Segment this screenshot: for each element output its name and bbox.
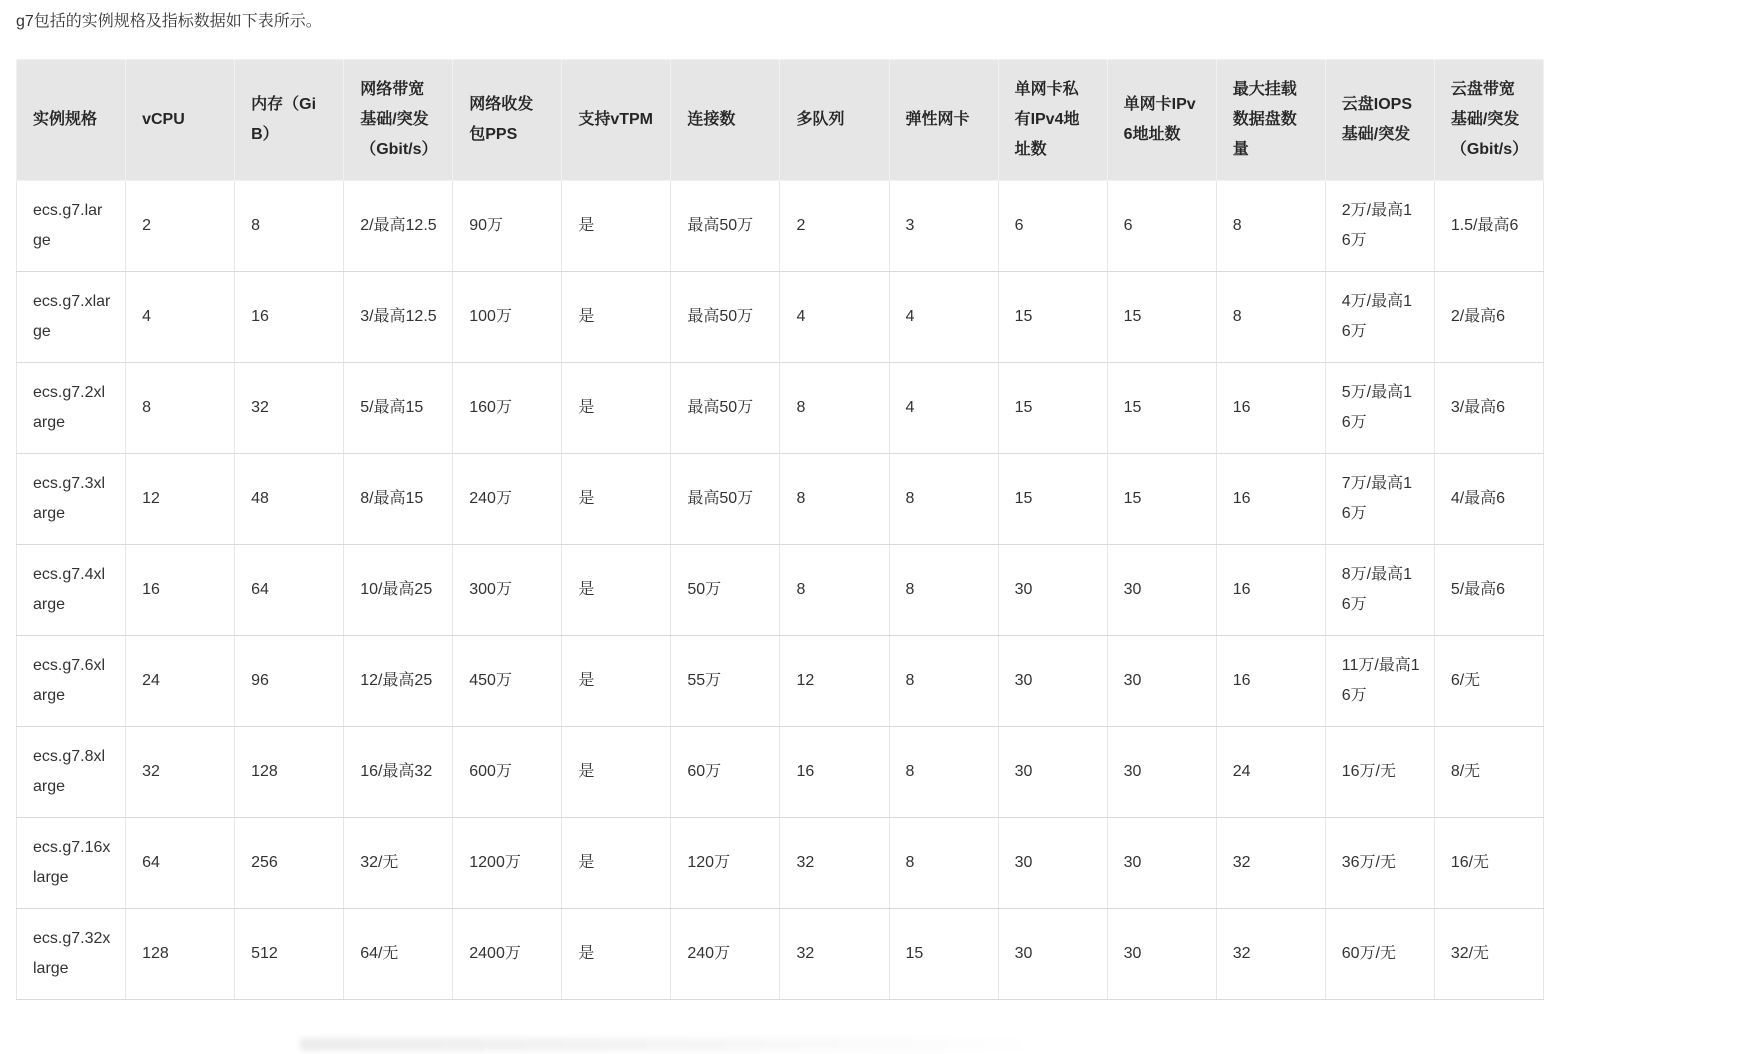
table-cell: 16/最高32 — [344, 727, 453, 818]
column-header: 网络收发包PPS — [453, 60, 562, 181]
table-cell: 64/无 — [344, 909, 453, 1000]
table-cell: 128 — [235, 727, 344, 818]
table-cell: 8/无 — [1434, 727, 1543, 818]
table-cell: 160万 — [453, 363, 562, 454]
table-cell: 4 — [889, 363, 998, 454]
table-row — [17, 181, 1544, 272]
table-cell: 30 — [998, 636, 1107, 727]
column-header: 实例规格 — [17, 60, 126, 181]
table-cell: 32 — [1216, 909, 1325, 1000]
table-cell: 是 — [562, 181, 671, 272]
table-cell: 8 — [889, 636, 998, 727]
table-cell: 30 — [998, 818, 1107, 909]
table-cell: 8 — [889, 454, 998, 545]
table-cell: 30 — [1107, 727, 1216, 818]
table-cell: 240万 — [453, 454, 562, 545]
table-cell: 最高50万 — [671, 181, 780, 272]
table-cell: 6/无 — [1434, 636, 1543, 727]
table-cell: 8 — [889, 545, 998, 636]
column-header: 网络带宽基础/突发（Gbit/s） — [344, 60, 453, 181]
table-cell: 48 — [235, 454, 344, 545]
instance-spec-cell: ecs.g7.2xlarge — [17, 363, 126, 454]
table-cell: 32 — [780, 909, 889, 1000]
table-cell: 30 — [1107, 636, 1216, 727]
table-cell: 16 — [126, 545, 235, 636]
table-cell: 512 — [235, 909, 344, 1000]
instance-spec-cell: ecs.g7.8xlarge — [17, 727, 126, 818]
table-cell: 96 — [235, 636, 344, 727]
intro-text: g7包括的实例规格及指标数据如下表所示。 — [16, 13, 322, 30]
table-cell: 15 — [998, 454, 1107, 545]
table-cell: 15 — [998, 363, 1107, 454]
table-cell: 12 — [780, 636, 889, 727]
table-cell: 64 — [126, 818, 235, 909]
table-row — [17, 454, 1544, 545]
table-cell: 16 — [1216, 545, 1325, 636]
table-cell: 2万/最高16万 — [1325, 181, 1434, 272]
table-cell: 30 — [1107, 909, 1216, 1000]
table-cell: 16万/无 — [1325, 727, 1434, 818]
table-cell: 8 — [780, 363, 889, 454]
table-cell: 15 — [998, 272, 1107, 363]
instance-spec-cell: ecs.g7.32xlarge — [17, 909, 126, 1000]
column-header: 最大挂载数据盘数量 — [1216, 60, 1325, 181]
table-cell: 6 — [998, 181, 1107, 272]
table-cell: 3 — [889, 181, 998, 272]
table-cell: 600万 — [453, 727, 562, 818]
table-cell: 50万 — [671, 545, 780, 636]
table-cell: 90万 — [453, 181, 562, 272]
table-cell: 最高50万 — [671, 272, 780, 363]
table-cell: 4 — [780, 272, 889, 363]
table-cell: 6 — [1107, 181, 1216, 272]
table-cell: 4万/最高16万 — [1325, 272, 1434, 363]
table-header — [17, 60, 1544, 181]
table-cell: 8/最高15 — [344, 454, 453, 545]
table-cell: 36万/无 — [1325, 818, 1434, 909]
header-row — [17, 60, 1544, 181]
table-cell: 是 — [562, 818, 671, 909]
table-cell: 256 — [235, 818, 344, 909]
table-cell: 是 — [562, 454, 671, 545]
bottom-scroll-shadow — [300, 1038, 1040, 1051]
table-cell: 是 — [562, 272, 671, 363]
table-body — [17, 181, 1544, 1000]
table-cell: 是 — [562, 636, 671, 727]
table-cell: 32 — [1216, 818, 1325, 909]
table-row — [17, 636, 1544, 727]
table-cell: 8万/最高16万 — [1325, 545, 1434, 636]
table-cell: 3/最高12.5 — [344, 272, 453, 363]
table-cell: 16 — [780, 727, 889, 818]
table-cell: 最高50万 — [671, 363, 780, 454]
table-cell: 24 — [126, 636, 235, 727]
table-cell: 8 — [889, 818, 998, 909]
table-cell: 64 — [235, 545, 344, 636]
table-cell: 100万 — [453, 272, 562, 363]
table-cell: 1.5/最高6 — [1434, 181, 1543, 272]
table-cell: 30 — [998, 727, 1107, 818]
column-header: vCPU — [126, 60, 235, 181]
table-cell: 5万/最高16万 — [1325, 363, 1434, 454]
table-cell: 8 — [235, 181, 344, 272]
table-cell: 8 — [780, 545, 889, 636]
table-cell: 16 — [1216, 363, 1325, 454]
table-cell: 450万 — [453, 636, 562, 727]
table-cell: 32 — [126, 727, 235, 818]
table-cell: 11万/最高16万 — [1325, 636, 1434, 727]
column-header: 单网卡私有IPv4地址数 — [998, 60, 1107, 181]
table-cell: 24 — [1216, 727, 1325, 818]
table-cell: 16 — [1216, 454, 1325, 545]
table-cell: 是 — [562, 363, 671, 454]
table-cell: 15 — [1107, 363, 1216, 454]
table-cell: 是 — [562, 909, 671, 1000]
table-cell: 120万 — [671, 818, 780, 909]
table-cell: 8 — [889, 727, 998, 818]
column-header: 单网卡IPv6地址数 — [1107, 60, 1216, 181]
table-cell: 12/最高25 — [344, 636, 453, 727]
table-cell: 8 — [780, 454, 889, 545]
column-header: 连接数 — [671, 60, 780, 181]
table-cell: 16 — [235, 272, 344, 363]
column-header: 内存（GiB） — [235, 60, 344, 181]
table-cell: 16 — [1216, 636, 1325, 727]
table-row — [17, 363, 1544, 454]
table-cell: 15 — [1107, 454, 1216, 545]
table-cell: 4 — [126, 272, 235, 363]
table-row — [17, 545, 1544, 636]
table-cell: 240万 — [671, 909, 780, 1000]
table-cell: 5/最高15 — [344, 363, 453, 454]
table-cell: 60万 — [671, 727, 780, 818]
table-cell: 2 — [126, 181, 235, 272]
table-cell: 32 — [235, 363, 344, 454]
column-header: 云盘带宽基础/突发（Gbit/s） — [1434, 60, 1543, 181]
column-header: 支持vTPM — [562, 60, 671, 181]
table-cell: 5/最高6 — [1434, 545, 1543, 636]
instance-spec-cell: ecs.g7.16xlarge — [17, 818, 126, 909]
table-row — [17, 272, 1544, 363]
instance-spec-cell: ecs.g7.xlarge — [17, 272, 126, 363]
table-cell: 128 — [126, 909, 235, 1000]
instance-spec-cell: ecs.g7.4xlarge — [17, 545, 126, 636]
table-cell: 3/最高6 — [1434, 363, 1543, 454]
table-cell: 300万 — [453, 545, 562, 636]
table-cell: 1200万 — [453, 818, 562, 909]
table-row — [17, 818, 1544, 909]
table-cell: 8 — [1216, 272, 1325, 363]
column-header: 多队列 — [780, 60, 889, 181]
instance-spec-cell: ecs.g7.6xlarge — [17, 636, 126, 727]
column-header: 云盘IOPS基础/突发 — [1325, 60, 1434, 181]
table-cell: 4 — [889, 272, 998, 363]
instance-spec-cell: ecs.g7.3xlarge — [17, 454, 126, 545]
instance-spec-table — [16, 59, 1544, 1000]
table-cell: 最高50万 — [671, 454, 780, 545]
table-cell: 8 — [126, 363, 235, 454]
table-cell: 32/无 — [1434, 909, 1543, 1000]
table-cell: 32/无 — [344, 818, 453, 909]
table-cell: 32 — [780, 818, 889, 909]
table-row — [17, 727, 1544, 818]
table-cell: 55万 — [671, 636, 780, 727]
table-cell: 10/最高25 — [344, 545, 453, 636]
table-cell: 2 — [780, 181, 889, 272]
table-cell: 15 — [1107, 272, 1216, 363]
table-cell: 30 — [998, 545, 1107, 636]
table-cell: 2400万 — [453, 909, 562, 1000]
table-cell: 12 — [126, 454, 235, 545]
table-cell: 30 — [1107, 545, 1216, 636]
table-cell: 30 — [998, 909, 1107, 1000]
table-cell: 4/最高6 — [1434, 454, 1543, 545]
table-cell: 是 — [562, 545, 671, 636]
table-cell: 2/最高6 — [1434, 272, 1543, 363]
table-cell: 2/最高12.5 — [344, 181, 453, 272]
table-row — [17, 909, 1544, 1000]
table-cell: 15 — [889, 909, 998, 1000]
instance-spec-cell: ecs.g7.large — [17, 181, 126, 272]
table-cell: 7万/最高16万 — [1325, 454, 1434, 545]
table-cell: 是 — [562, 727, 671, 818]
table-cell: 8 — [1216, 181, 1325, 272]
table-cell: 60万/无 — [1325, 909, 1434, 1000]
table-cell: 16/无 — [1434, 818, 1543, 909]
table-cell: 30 — [1107, 818, 1216, 909]
column-header: 弹性网卡 — [889, 60, 998, 181]
